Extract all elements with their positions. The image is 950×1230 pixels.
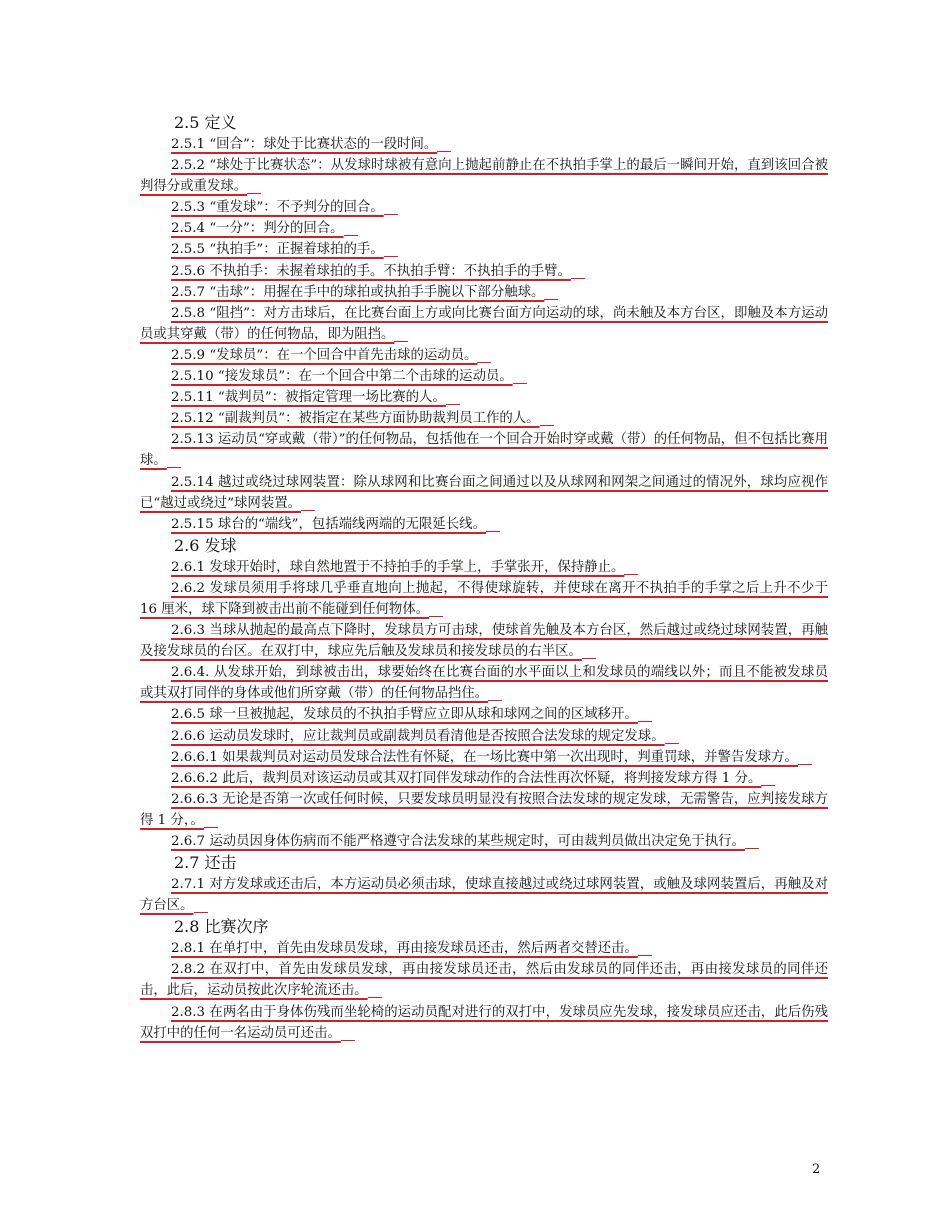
section-heading: 2.8 比赛次序 [174, 917, 269, 937]
rule-paragraph [140, 197, 828, 218]
rule-paragraph [140, 282, 828, 303]
page-number: 2 [812, 1162, 821, 1177]
revision-underline-mark [638, 720, 652, 722]
revision-underline-mark [665, 742, 679, 744]
rule-text: 2.6.2 发球员须用手将球几乎垂直地向上抛起，不得使球旋转，并使球在离开不执拍手的手掌之后上升不少于 16 厘米，球下降到被击出前不能碰到任何物体。 [140, 580, 828, 617]
rule-paragraph [140, 620, 828, 662]
revision-underline-mark [745, 847, 759, 849]
revision-underline-mark [437, 150, 451, 152]
revision-underline-mark [513, 382, 527, 384]
rules-document [140, 112, 828, 1044]
rule-paragraph [140, 303, 828, 345]
rule-text: 2.6.6 运动员发球时，应让裁判员或副裁判员看清他是否按照合法发球的规定发球。 [171, 728, 665, 744]
rule-text: 2.6.1 发球开始时，球自然地置于不持拍手的手掌上，手掌张开，保持静止。 [171, 559, 625, 575]
rule-text: 2.5.8 “阻挡”：对方击球后，在比赛台面上方或向比赛台面方向运动的球，尚未触及本方台区，即触及本方运动员或其穿戴（带）的任何物品，即为阻挡。 [140, 305, 828, 342]
revision-underline-mark [540, 424, 554, 426]
revision-underline-mark [384, 213, 398, 215]
rule-paragraph [140, 959, 828, 1001]
rule-text: 2.6.7 运动员因身体伤病而不能严格遵守合法发球的某些规定时，可由裁判员做出决定免于执行。 [171, 834, 745, 849]
revision-underline-mark [368, 996, 382, 998]
revision-underline-mark [571, 277, 585, 279]
rule-paragraph [140, 662, 828, 704]
revision-underline-mark [446, 403, 460, 405]
rule-text: 2.6.4. 从发球开始，到球被击出，球要始终在比赛台面的水平面以上和发球员的端线以外；而且不能被发球员或其双打同伴的身体或他们所穿戴（带）的任何物品挡住。 [140, 665, 828, 702]
revision-underline-mark [582, 657, 596, 659]
rule-text: 2.5.6 不执拍手：未握着球拍的手。不执拍手臂：不执拍手的手臂。 [171, 263, 571, 279]
rule-text: 2.5.14 越过或绕过球网装置：除从球网和比赛台面之间通过以及从球网和网架之间通过的情况外，球均应视作已“越过或绕过”球网装置。 [140, 474, 828, 511]
rule-text: 2.5.10 “接发球员”：在一个回合中第二个击球的运动员。 [171, 369, 513, 385]
rule-text: 2.5.7 “击球”：用握在手中的球拍或执拍手手腕以下部分触球。 [171, 284, 545, 300]
rule-paragraph [140, 134, 828, 155]
rule-text: 2.6.6.1 如果裁判员对运动员发球合法性有怀疑，在一场比赛中第一次出现时，判重罚球，并警告发球方。 [171, 749, 798, 765]
rule-paragraph [140, 747, 828, 768]
revision-underline-mark [301, 509, 315, 511]
rule-paragraph [140, 514, 828, 535]
rule-paragraph [140, 789, 828, 831]
revision-underline-mark [761, 784, 775, 786]
rule-paragraph [140, 704, 828, 725]
rule-paragraph [140, 366, 828, 387]
rule-text: 2.6.6.3 无论是否第一次或任何时候，只要发球员明显没有按照合法发球的规定发球，无需警告，应判接发球方得 1 分，。 [140, 791, 828, 828]
revision-underline-mark [477, 361, 491, 363]
rule-paragraph [140, 239, 828, 260]
revision-underline-mark [247, 192, 261, 194]
rule-paragraph [140, 557, 828, 578]
rule-text: 2.5.2 “球处于比赛状态”：从发球时球被有意向上抛起前静止在不执拍手掌上的最后一瞬间开始，直到该回合被判得分或重发球。 [140, 158, 828, 195]
rule-text: 2.6.6.2 此后，裁判员对该运动员或其双打同伴发球动作的合法性再次怀疑，将判接发球方得 1 分。 [171, 770, 762, 786]
rule-paragraph [140, 768, 828, 789]
revision-underline-mark [344, 234, 358, 236]
revision-underline-mark [341, 1039, 355, 1041]
revision-underline-mark [798, 763, 812, 765]
rule-text: 2.5.3 “重发球”：不予判分的回合。 [171, 200, 384, 216]
rule-text: 2.8.1 在单打中，首先由发球员发球，再由接发球员还击，然后两者交替还击。 [171, 941, 638, 957]
section-heading: 2.5 定义 [174, 113, 237, 132]
rule-text: 2.7.1 对方发球或还击后，本方运动员必须击球，使球直接越过或绕过球网装置，或触及球网装置后，再触及对方台区。 [140, 877, 828, 914]
section-heading: 2.7 还击 [174, 853, 237, 873]
rule-text: 2.5.15 球台的“端线”，包括端线两端的无限延长线。 [171, 516, 486, 532]
section-heading: 2.6 发球 [174, 535, 237, 555]
rule-paragraph [140, 831, 828, 852]
rule-text: 2.5.11 “裁判员”：被指定管理一场比赛的人。 [171, 390, 446, 406]
rule-text: 2.5.4 “一分”：判分的回合。 [171, 221, 344, 237]
rule-paragraph [140, 472, 828, 514]
rule-text: 2.6.3 当球从抛起的最高点下降时，发球员方可击球，使球首先触及本方台区，然后越过或绕过球网装置，再触及接发球员的台区。在双打中，球应先后触及发球员和接发球员的右半区。 [140, 623, 828, 660]
rule-paragraph [140, 874, 828, 916]
rule-paragraph [140, 408, 828, 429]
revision-underline-mark [488, 699, 502, 701]
rule-paragraph [140, 261, 828, 282]
revision-underline-mark [486, 530, 500, 532]
revision-underline-mark [167, 466, 181, 468]
rule-text: 2.5.1 “回合”：球处于比赛状态的一段时间。 [171, 137, 438, 152]
rule-text: 2.5.12 “副裁判员”：被指定在某些方面协助裁判员工作的人。 [171, 411, 540, 427]
rule-paragraph [140, 429, 828, 471]
rule-text: 2.8.2 在双打中，首先由发球员发球，再由接发球员还击，然后由发球员的同伴还击，再由接发球员的同伴还击，此后，运动员按此次序轮流还击。 [140, 962, 828, 999]
rule-paragraph [140, 345, 828, 366]
revision-underline-mark [194, 911, 208, 913]
revision-underline-mark [384, 255, 398, 257]
rule-paragraph [140, 938, 828, 959]
rule-text: 2.5.5 “执拍手”：正握着球拍的手。 [171, 242, 384, 258]
rule-text: 2.6.5 球一旦被抛起，发球员的不执拍手臂应立即从球和球网之间的区域移开。 [171, 707, 638, 723]
rule-text: 2.8.3 在两名由于身体伤残而坐轮椅的运动员配对进行的双打中，发球员应先发球，接发球员应还击，此后伤残双打中的任何一名运动员可还击。 [140, 1004, 828, 1041]
rule-paragraph [140, 726, 828, 747]
revision-underline-mark [624, 573, 638, 575]
rule-text: 2.5.13 运动员“穿或戴（带）”的任何物品，包括他在一个回合开始时穿或戴（带）的任何物品，但不包括比赛用球。 [140, 432, 828, 469]
revision-underline-mark [638, 954, 652, 956]
revision-underline-mark [544, 298, 558, 300]
revision-underline-mark [429, 615, 443, 617]
revision-underline-mark [394, 340, 408, 342]
rule-paragraph [140, 578, 828, 620]
rule-paragraph [140, 387, 828, 408]
revision-underline-mark [204, 826, 218, 828]
rule-paragraph [140, 1002, 828, 1044]
rule-paragraph [140, 155, 828, 197]
rule-paragraph [140, 218, 828, 239]
rule-text: 2.5.9 “发球员”：在一个回合中首先击球的运动员。 [171, 347, 478, 363]
